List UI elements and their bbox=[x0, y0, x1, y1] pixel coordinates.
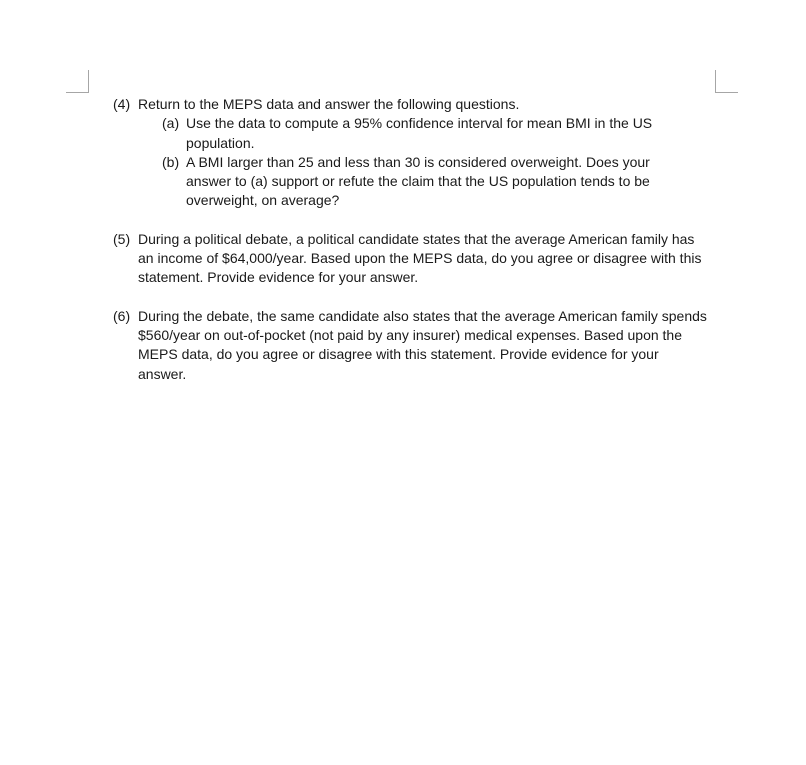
document-body bbox=[0, 95, 806, 384]
question-4 bbox=[0, 95, 708, 211]
question-4b bbox=[162, 153, 686, 211]
part-letter: (b) bbox=[162, 153, 180, 170]
question-number: (4) bbox=[113, 96, 131, 112]
question-5 bbox=[0, 230, 708, 288]
question-number: (6) bbox=[113, 307, 131, 324]
margin-crop-mark-left bbox=[66, 70, 89, 93]
part-text: A BMI larger than 25 and less than 30 is considered overweight. Does your answer to (a) support or refute the claim that the US population tends to be overweight, on average? bbox=[186, 153, 650, 209]
question-4a bbox=[162, 114, 686, 153]
question-text: During the debate, the same candidate also states that the average American family spends $560/year on out-of-pocket (not paid by any insurer) medical expenses. Based upon the MEPS data, do you agree or disagree with this statement. Provide evidence for your answer. bbox=[138, 307, 707, 382]
question-number: (5) bbox=[113, 230, 131, 247]
question-6 bbox=[0, 307, 708, 384]
part-text: Use the data to compute a 95% confidence interval for mean BMI in the US population. bbox=[186, 115, 653, 151]
question-text: During a political debate, a political candidate states that the average American family has an income of $64,000/year. Based upon the MEPS data, do you agree or disagree with this statement. Provide evidence for your answer. bbox=[138, 230, 702, 286]
part-letter: (a) bbox=[162, 115, 180, 132]
margin-crop-mark-right bbox=[715, 70, 738, 93]
question-text: Return to the MEPS data and answer the following questions. bbox=[138, 96, 520, 112]
